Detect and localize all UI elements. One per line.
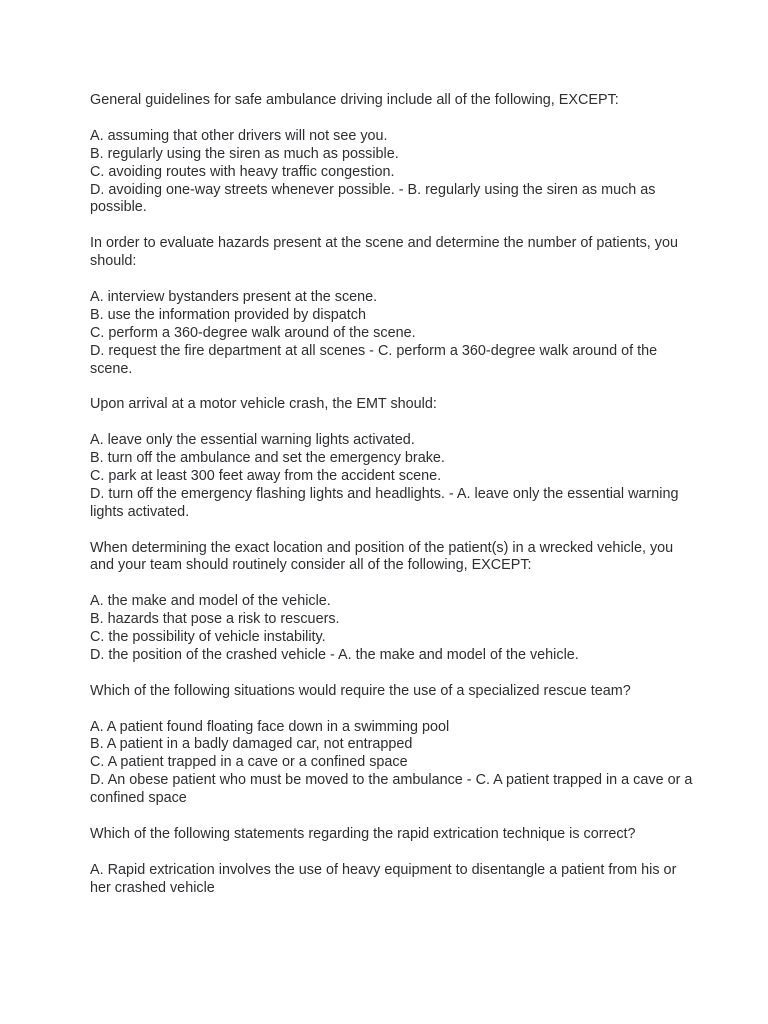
answer-option: A. leave only the essential warning lights activated. bbox=[90, 432, 415, 449]
answer-option: D. turn off the emergency flashing lights and headlights. - A. leave only the essential warning lights activated. bbox=[90, 485, 683, 520]
question-text: Which of the following situations would require the use of a specialized rescue team? bbox=[90, 682, 631, 699]
answer-option: C. the possibility of vehicle instability. bbox=[90, 629, 326, 646]
question-text: Upon arrival at a motor vehicle crash, the EMT should: bbox=[90, 396, 437, 413]
answer-option: D. An obese patient who must be moved to the ambulance - C. A patient trapped in a cave or a confined space bbox=[90, 772, 697, 807]
answer-option: B. use the information provided by dispatch bbox=[90, 306, 366, 323]
answer-option: A. interview bystanders present at the scene. bbox=[90, 288, 378, 305]
question-text: Which of the following statements regarding the rapid extrication technique is correct? bbox=[90, 826, 636, 842]
question-block bbox=[90, 540, 700, 665]
question-block bbox=[90, 826, 700, 898]
answer-option: A. Rapid extrication involves the use of heavy equipment to disentangle a patient from his or her crashed vehicle bbox=[90, 861, 681, 896]
question-block bbox=[90, 235, 700, 378]
answer-option: C. perform a 360-degree walk around of the scene. bbox=[90, 324, 416, 341]
answer-option: D. request the fire department at all scenes - C. perform a 360-degree walk around of the scene. bbox=[90, 342, 662, 377]
answer-option: C. A patient trapped in a cave or a confined space bbox=[90, 754, 408, 771]
question-text: In order to evaluate hazards present at the scene and determine the number of patients, you should: bbox=[90, 235, 682, 270]
question-block bbox=[90, 683, 700, 808]
answer-option: C. park at least 300 feet away from the accident scene. bbox=[90, 467, 442, 484]
answer-option: B. hazards that pose a risk to rescuers. bbox=[90, 611, 340, 628]
answer-option: A. assuming that other drivers will not see you. bbox=[90, 127, 388, 144]
answer-option: A. the make and model of the vehicle. bbox=[90, 593, 331, 610]
answer-option: B. regularly using the siren as much as possible. bbox=[90, 145, 399, 162]
answer-option: B. A patient in a badly damaged car, not entrapped bbox=[90, 736, 413, 753]
answer-option: A. A patient found floating face down in a swimming pool bbox=[90, 718, 450, 735]
question-text: When determining the exact location and position of the patient(s) in a wrecked vehicle, you and your team should routinely consider all of the following, EXCEPT: bbox=[90, 539, 678, 574]
question-list bbox=[90, 92, 700, 916]
question-block bbox=[90, 92, 700, 217]
answer-option: B. turn off the ambulance and set the emergency brake. bbox=[90, 450, 445, 467]
question-text: General guidelines for safe ambulance driving include all of the following, EXCEPT: bbox=[90, 92, 619, 108]
question-block bbox=[90, 396, 700, 521]
answer-option: D. avoiding one-way streets whenever possible. - B. regularly using the siren as much as possible. bbox=[90, 181, 660, 216]
answer-option: D. the position of the crashed vehicle - A. the make and model of the vehicle. bbox=[90, 646, 579, 663]
answer-option: C. avoiding routes with heavy traffic congestion. bbox=[90, 163, 395, 180]
